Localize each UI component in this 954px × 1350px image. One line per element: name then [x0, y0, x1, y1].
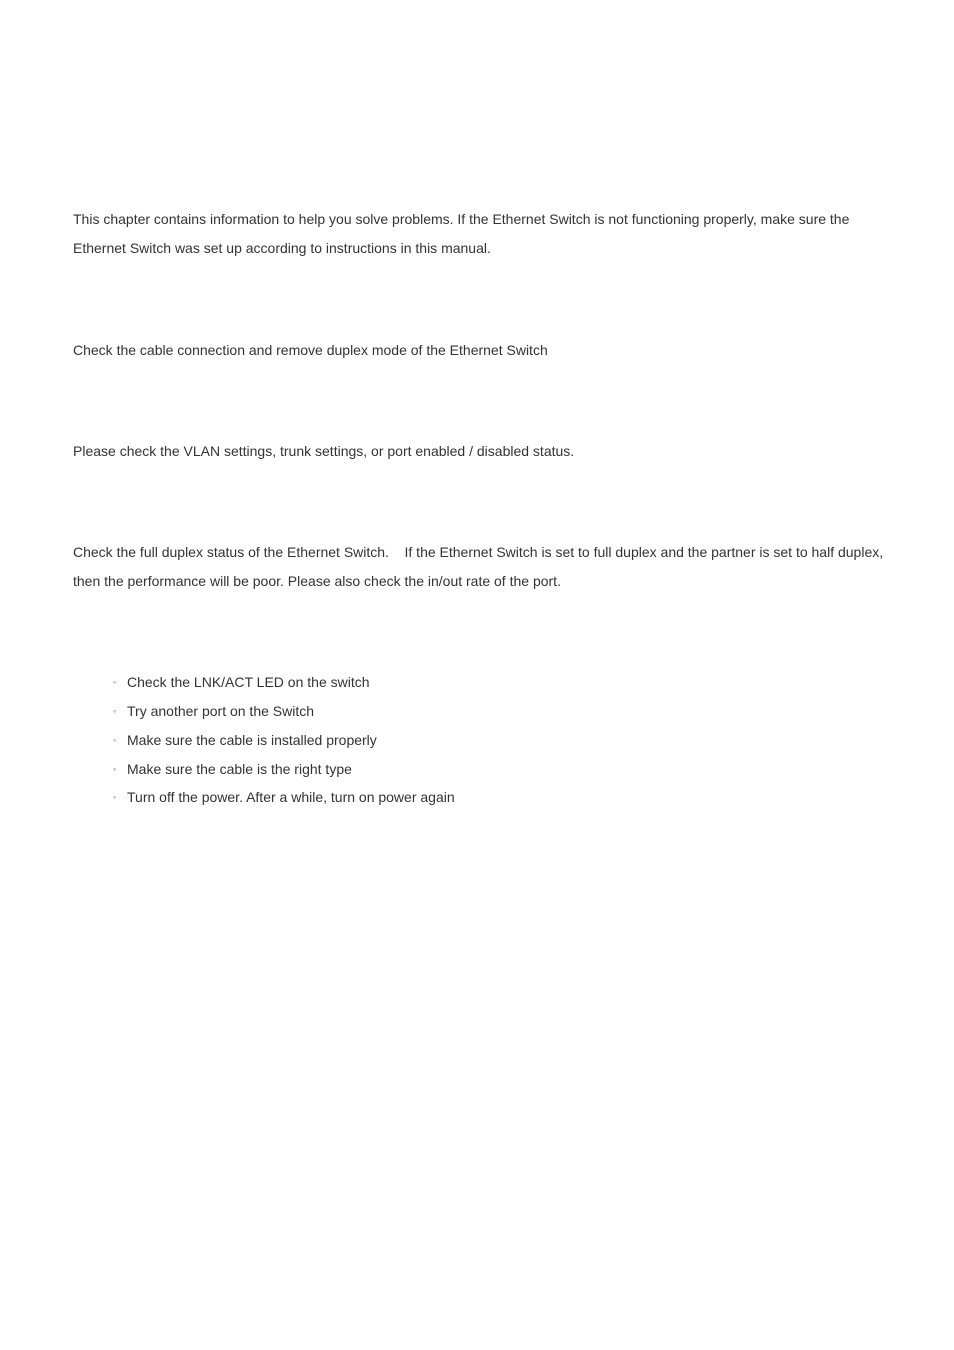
- list-item-text: Turn off the power. After a while, turn on power again: [127, 789, 455, 806]
- list-item-text: Try another port on the Switch: [127, 703, 315, 720]
- bullet-icon: ◦: [113, 763, 117, 774]
- bullet-icon: ◦: [113, 734, 117, 745]
- vlan-settings-paragraph: Please check the VLAN settings, trunk settings, or port enabled / disabled status.: [73, 443, 575, 459]
- list-item-text: Check the LNK/ACT LED on the switch: [127, 674, 370, 691]
- troubleshooting-checklist: [113, 668, 455, 812]
- bullet-icon: ◦: [113, 677, 117, 688]
- list-item-text: Make sure the cable is the right type: [127, 760, 352, 777]
- duplex-performance-paragraph: Check the full duplex status of the Ethernet Switch. If the Ethernet Switch is set to full duplex and the partner is set to half duplex, then the performance will be poor. Please also check the in/out rate of the port.: [73, 544, 888, 589]
- list-item: [113, 697, 455, 726]
- list-item-text: Make sure the cable is installed properly: [127, 731, 377, 748]
- list-item: [113, 668, 455, 697]
- intro-paragraph: This chapter contains information to help you solve problems. If the Ethernet Switch is not functioning properly, make sure the Ethernet Switch was set up according to instructions in this manual.: [73, 211, 850, 256]
- list-item: [113, 726, 455, 755]
- bullet-icon: ◦: [113, 792, 117, 803]
- bullet-icon: ◦: [113, 706, 117, 717]
- cable-connection-paragraph: Check the cable connection and remove duplex mode of the Ethernet Switch: [73, 342, 548, 358]
- list-item: [113, 783, 455, 812]
- list-item: [113, 754, 455, 783]
